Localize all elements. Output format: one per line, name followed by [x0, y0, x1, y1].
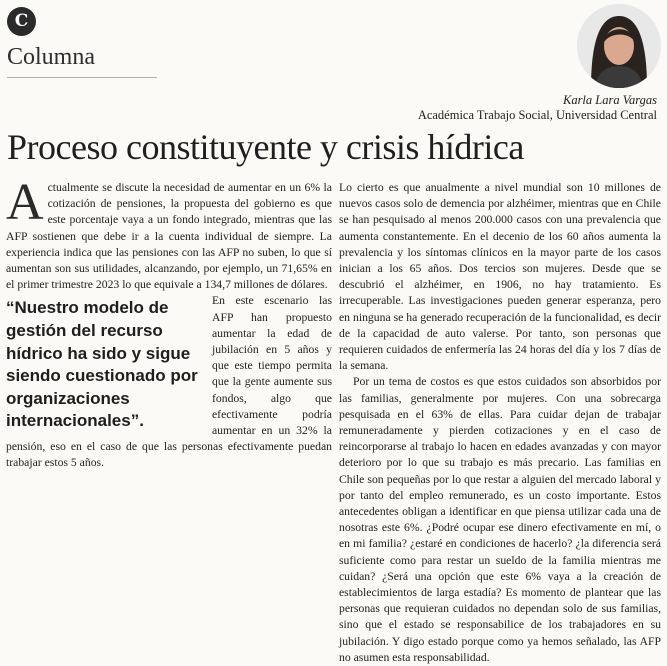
section-divider: [7, 77, 157, 78]
author-name: Karla Lara Vargas: [562, 93, 657, 107]
section-badge: C: [7, 7, 36, 36]
author-role: Académica Trabajo Social, Universidad Central: [417, 108, 657, 122]
pull-quote: “Nuestro modelo de gestión del recurso hídrico ha sido y sigue siendo cuestionado por organizaciones internacionales”.: [6, 298, 198, 431]
paragraph-1: ctualmente se discute la necesidad de aumentar en un 6% la cotización de pensiones, la propuesta del gobierno es que este porcentaje vaya a un fondo integrado, mientras que las AFP sostienen que debe ir a la cuenta individual de siempre. La experiencia indica que las pensiones con las AFP no suben, lo que sí aumentan son sus utilidades, alcanzando, por ejemplo, un 71,65% en el primer trimestre 2023 lo que equivale a 134,7 millones de dólares.: [6, 181, 332, 292]
drop-cap: A: [6, 174, 44, 231]
article-title: Proceso constituyente y crisis hídrica: [7, 127, 524, 167]
paragraph-2: En este escenario las AFP han propuesto aumentar la edad de jubilación en 5 años y que este tiempo permita que la gente aumente sus fondos, algo que efectivamente podría aumentar en un 32% la pensión, eso en el caso de que las personas efectivamente puedan trabajar estos 5 años.: [6, 294, 332, 470]
paragraph-4: Por un tema de costos es que estos cuidados son absorbidos por las familias, generalmente por mujeres. Con una sobrecarga pesquisada en el 63% de ellas. Para cuidar dejan de trabajar remuneradamente y pierden cotizaciones y en el caso de reincorporarse al trabajo lo hacen en edades avanzadas y con mayor deterioro por lo que su trabajo es más precario. Las familias en Chile son pequeñas por lo que restar a alguien del mercado laboral y por tanto del empleo remunerado, es un costo importante. Estos antecedentes obligan a identificar en que piensa utilizar cada una de nosotras este 6%. ¿Podré ocupar ese dinero efectivamente en mí, o en mi familia? ¿estaré en condiciones de hacerlo? ¿la diferencia será suficiente como para restar un sueldo de la familia mientras me cuidan? ¿Será una opción que este 6% vaya a la creación de establecimientos de larga estadía? Es momento de plantear que las personas que requieran cuidados no dependan solo de sus familias, sino que el estado se responsabilice de los trabajadores en su jubilación. Y digo estado porque como ya hemos señalado, las AFP no asumen esta responsabilidad.: [339, 375, 661, 664]
article-column-right: [339, 180, 661, 666]
section-label: Columna: [7, 44, 95, 70]
paragraph-3: Lo cierto es que anualmente a nivel mundial son 10 millones de nuevos casos solo de demencia por alzhéimer, mientras que en Chile se han pesquisado al menos 200.000 casos con una prevalencia que aumenta constantemente. En el decenio de los 60 años aumenta la prevalencia y los síntomas clínicos en la mayor parte de los casos inician a los 65 años. Dos tercios son mujeres. Desde que se descubrió el alzhéimer, en 1906, no hay tratamiento. Es irrecuperable. Las investigaciones pueden generar esperanza, pero en ninguna se ha generado recuperación de la funcionalidad, es decir de la capacidad de auto valerse. Por tanto, son personas que requieren cuidados de enfermería las 24 horas del día y los 7 días de la semana.: [339, 181, 661, 373]
author-byline: [418, 93, 657, 123]
author-photo: [577, 4, 661, 88]
article-column-left: [6, 174, 332, 472]
